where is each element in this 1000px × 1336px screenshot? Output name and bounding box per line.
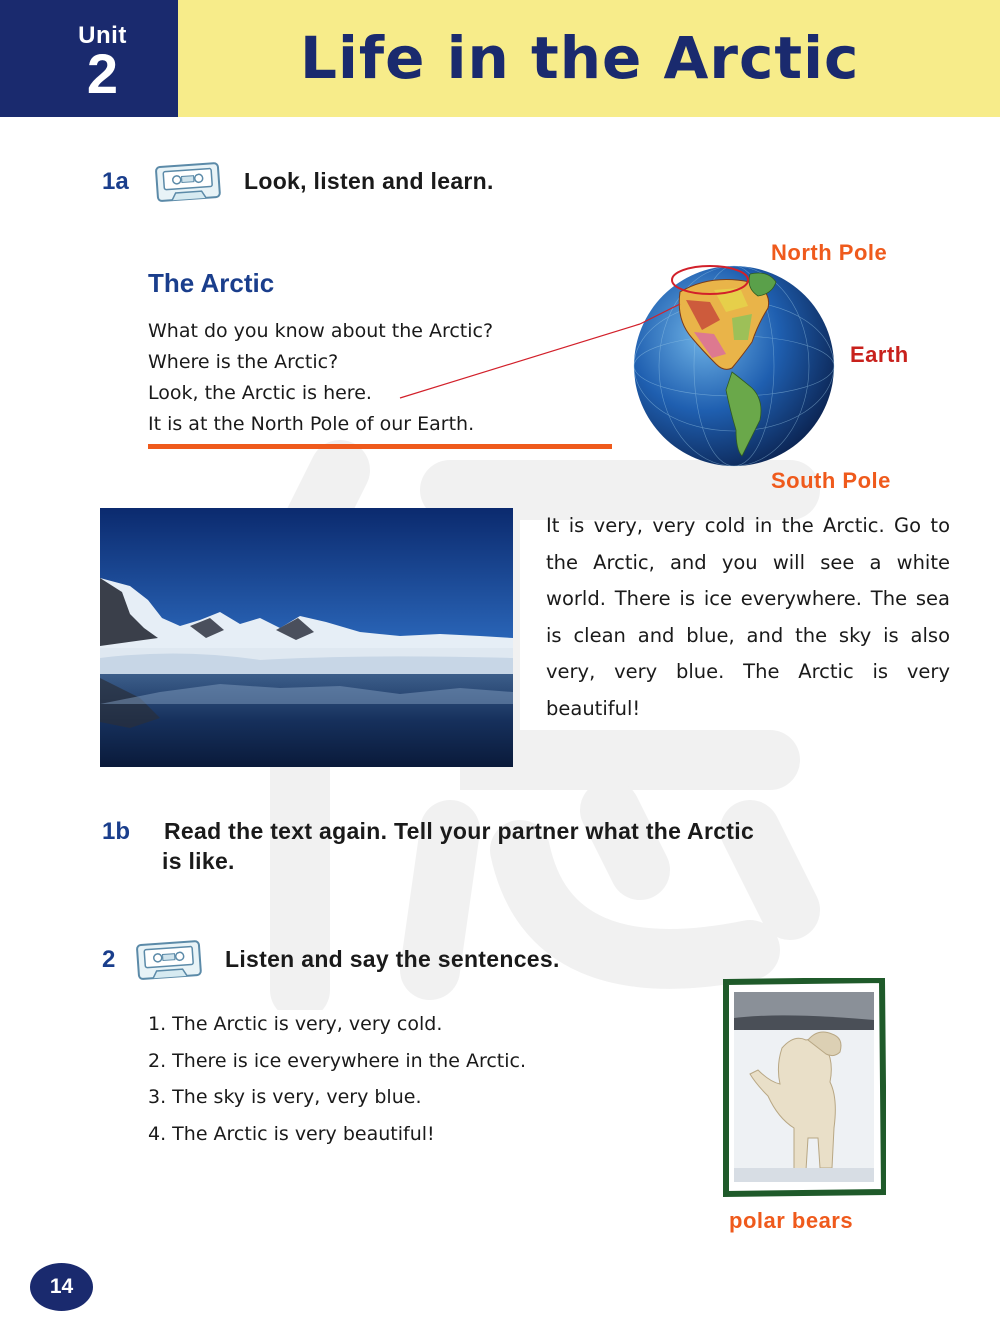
section-2-instruction: Listen and say the sentences. bbox=[225, 946, 560, 972]
page-number: 14 bbox=[30, 1263, 93, 1311]
section-1b-instruction-line2: is like. bbox=[162, 848, 235, 874]
section-1a-number: 1a bbox=[102, 168, 129, 195]
sentence-list bbox=[148, 1006, 526, 1152]
earth-label: Earth bbox=[850, 342, 909, 367]
south-pole-label: South Pole bbox=[771, 468, 891, 493]
pointer-line bbox=[400, 324, 640, 398]
arctic-paragraph: It is very, very cold in the Arctic. Go to the Arctic, and you will see a white world. There is ice everywhere. The sea is clean and blue, and the sky is also very, very blue. The Arctic is very beautiful! bbox=[546, 514, 950, 720]
intro-line: It is at the North Pole of our Earth. bbox=[148, 413, 475, 435]
list-item: 1. The Arctic is very, very cold. bbox=[148, 1013, 443, 1035]
arctic-heading: The Arctic bbox=[148, 268, 275, 298]
cassette-tape-icon[interactable] bbox=[153, 160, 225, 206]
page-title: Life in the Arctic bbox=[300, 24, 860, 92]
intro-line: Where is the Arctic? bbox=[148, 351, 339, 373]
unit-header bbox=[0, 0, 1000, 117]
cassette-tape-icon[interactable] bbox=[134, 938, 206, 984]
unit-label: Unit bbox=[78, 22, 127, 49]
intro-line: Look, the Arctic is here. bbox=[148, 382, 372, 404]
globe-figure bbox=[380, 260, 850, 470]
list-item: 3. The sky is very, very blue. bbox=[148, 1086, 422, 1108]
list-item: 2. There is ice everywhere in the Arctic. bbox=[148, 1049, 527, 1072]
list-item: 4. The Arctic is very beautiful! bbox=[148, 1122, 435, 1145]
section-1a-instruction: Look, listen and learn. bbox=[244, 168, 494, 194]
north-pole-label: North Pole bbox=[771, 240, 888, 265]
unit-number: 2 bbox=[86, 42, 119, 105]
arctic-landscape-photo bbox=[100, 508, 513, 767]
section-2-number: 2 bbox=[102, 946, 116, 973]
section-1b-number: 1b bbox=[102, 818, 131, 845]
polar-bears-photo bbox=[722, 978, 886, 1198]
polar-bears-caption: polar bears bbox=[729, 1208, 854, 1233]
unit-badge bbox=[0, 0, 178, 117]
section-1b-instruction-line1: Read the text again. Tell your partner what the Arctic bbox=[164, 818, 755, 844]
intro-line: What do you know about the Arctic? bbox=[148, 320, 494, 342]
